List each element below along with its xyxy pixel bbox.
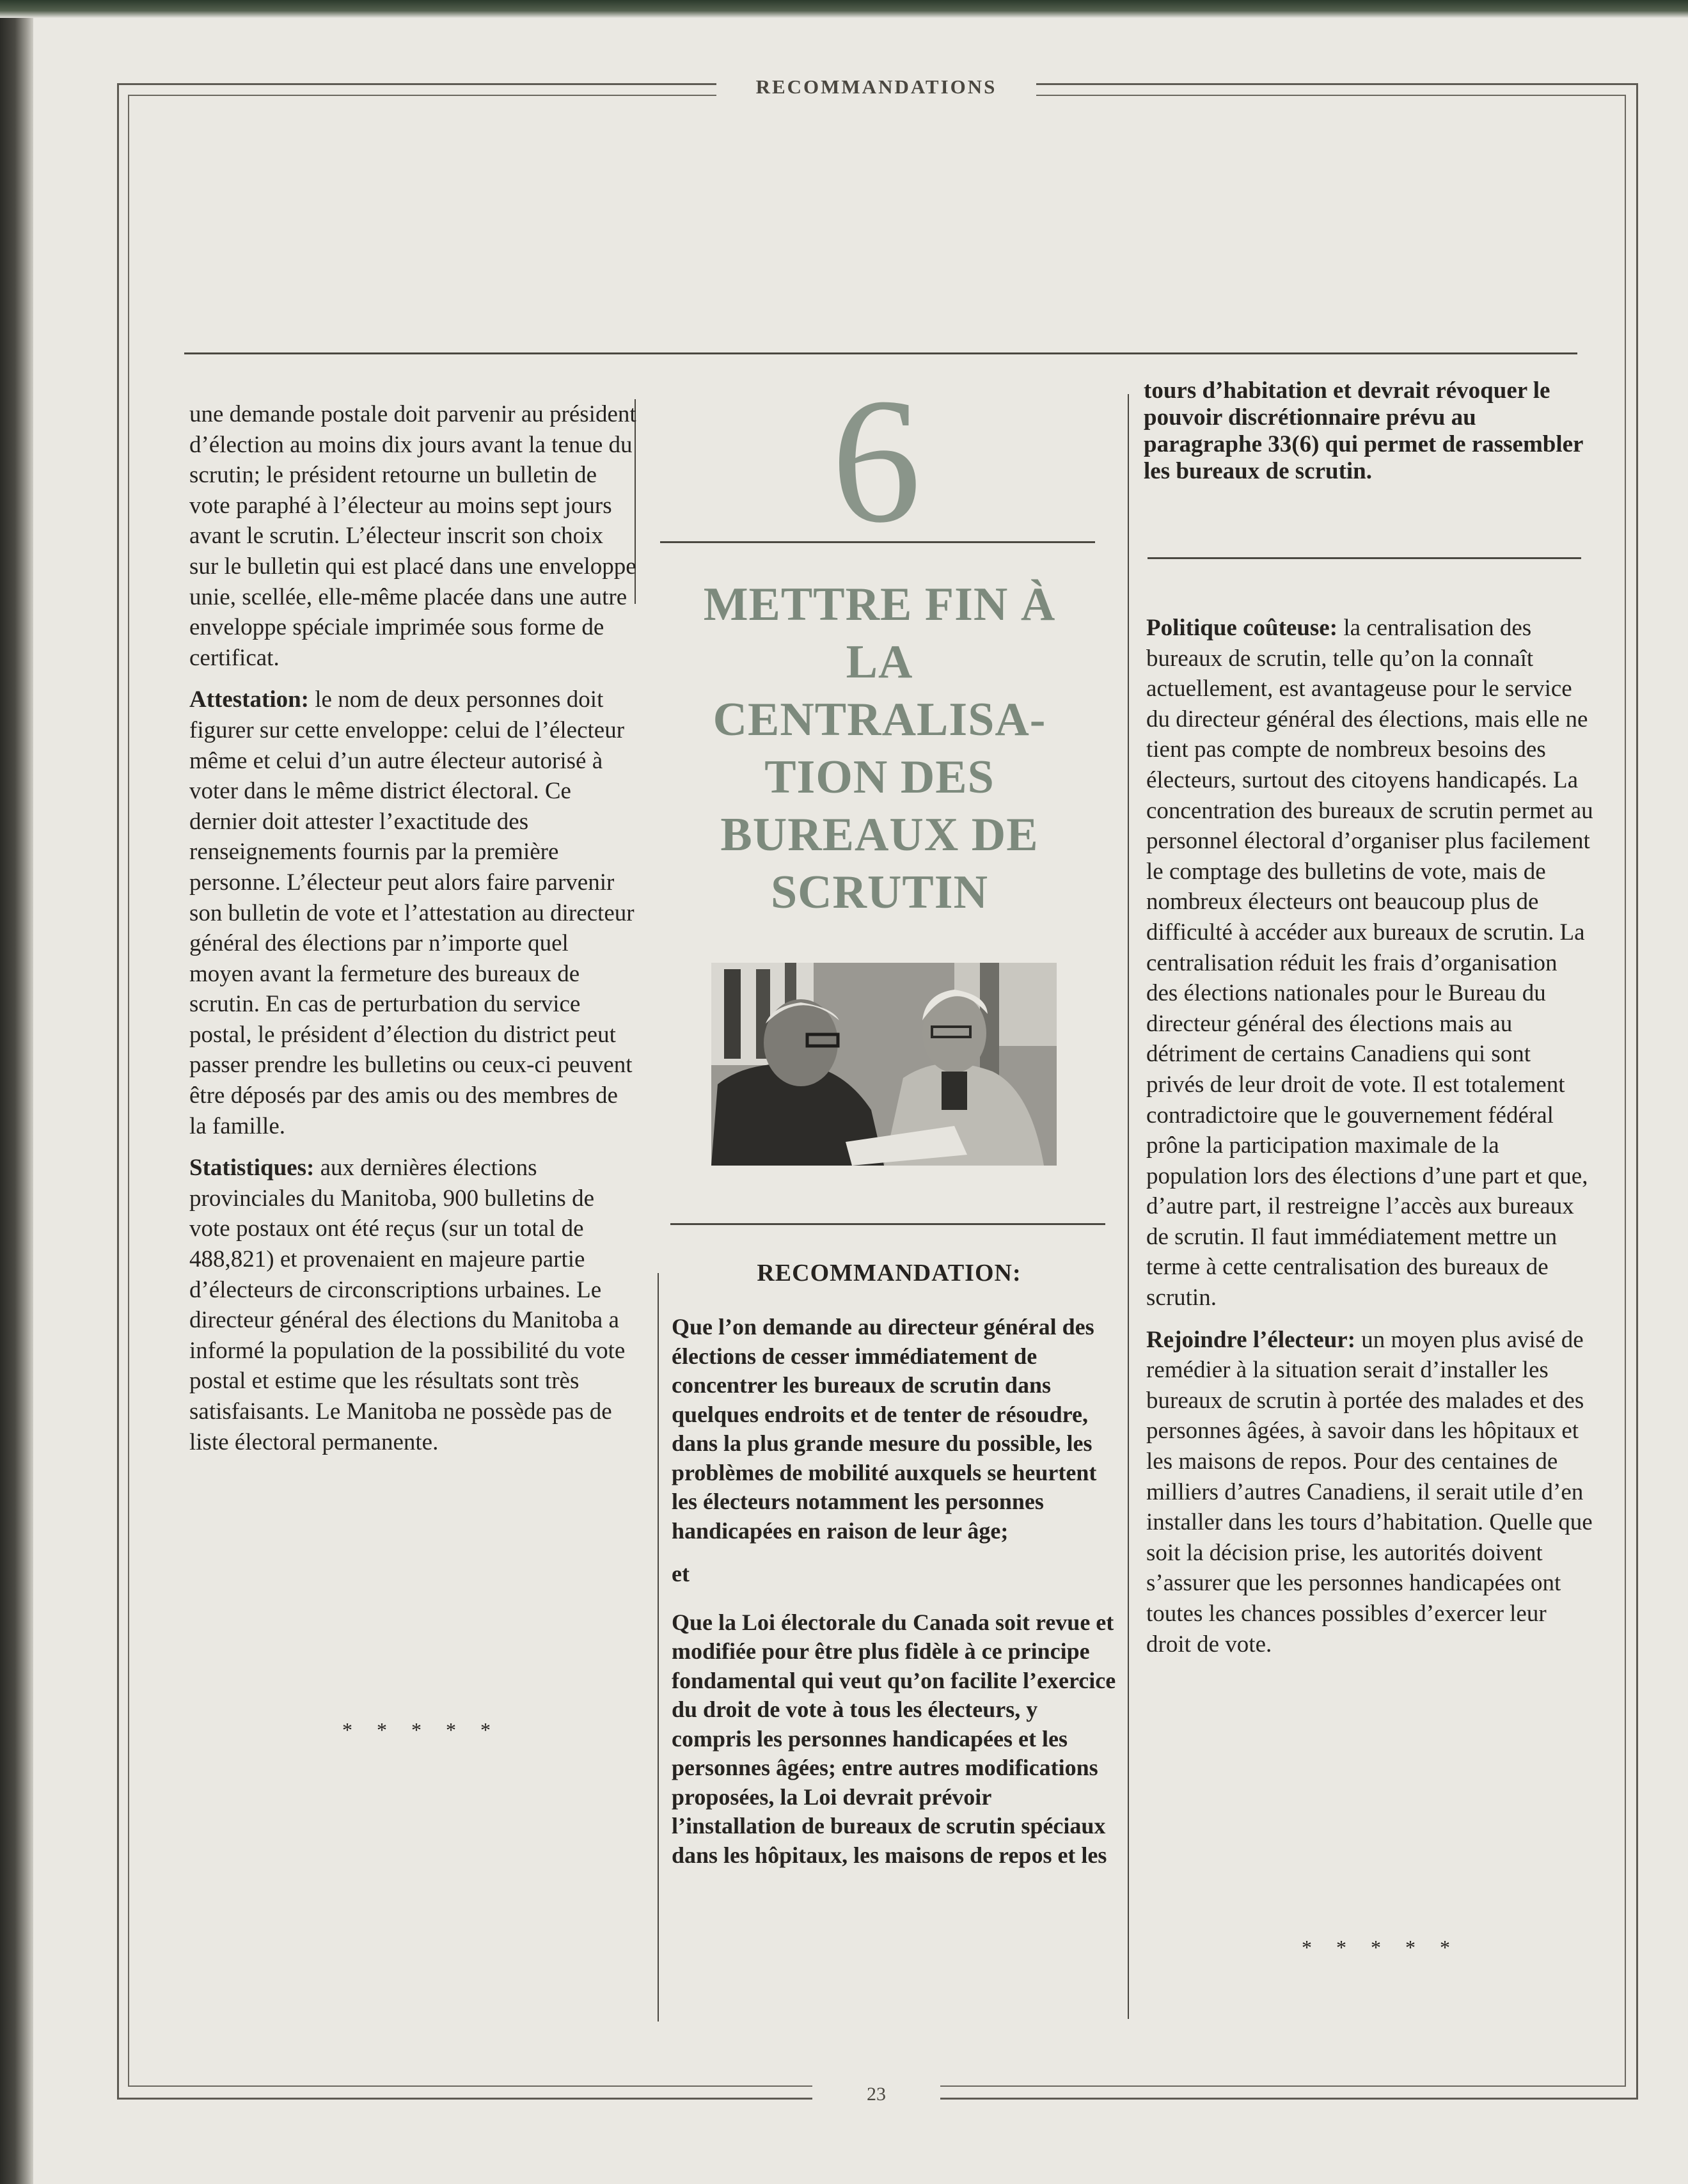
left-stars-separator: *****: [342, 1718, 515, 1741]
right-paragraph-1: [1146, 613, 1594, 1313]
chapter-title-line: SCRUTIN: [770, 866, 989, 919]
recommendation-2: Que la Loi électorale du Canada soit revue et modifiée pour être plus fidèle à ce principe fondamental qui veut qu’on facilite l’exercice du droit de vote à tous les électeurs, y compris les personnes handicapées et les personnes âgées; entre autres modifications proposées, la Loi devrait prévoir l’installation de bureaux de scrutin spéciaux dans les hôpitaux, les maisons de repos et les: [672, 1609, 1116, 1868]
right-stars-separator: *****: [1302, 1936, 1474, 1959]
top-rule: [184, 352, 1577, 354]
book-spine-shadow: [0, 0, 33, 2184]
chapter-number-rule: [660, 541, 1095, 543]
politique-lead: Politique coûteuse:: [1146, 615, 1338, 641]
statistiques-text: aux dernières élections provinciales du Manitoba, 900 bulletins de vote postaux ont été reçus (sur un total de 488,821) et provenaient en majeure partie d’électeurs de circonscriptions urbaines. Le directeur général des élections du Manitoba a informé la population de la possibilité du vote postal et estime que les résultats sont très satisfaisants. Le Manitoba ne possède pas de liste électoral permanente.: [189, 1155, 626, 1455]
page-number: 23: [812, 2079, 940, 2111]
recommendation-body: [672, 1313, 1119, 1884]
left-column: [189, 399, 637, 1469]
page-top-edge: [0, 0, 1688, 18]
column-divider-left-bottom: [658, 1273, 659, 2022]
chapter-title-line: LA: [846, 636, 913, 688]
chapter-title-line: BUREAUX DE: [720, 809, 1039, 861]
attestation-text: le nom de deux personnes doit figurer sur cette enveloppe: celui de l’électeur même et celui d’un autre électeur autorisé à voter dans le même district électoral. Ce dernier doit attester l’exactitude des renseignements fournis par la première personne. L’électeur peut alors faire parvenir son bulletin de vote et l’attestation au directeur général des élections par n’importe quel moyen avant la fermeture des bureaux de scrutin. En cas de perturbation du service postal, le président d’élection du district peut passer prendre les bulletins ou ceux-ci peuvent être déposés par des amis ou des membres de la famille.: [189, 686, 635, 1139]
recommendation-heading: RECOMMANDATION:: [757, 1260, 1021, 1286]
chapter-number: 6: [832, 361, 921, 560]
politique-text: la centralisation des bureaux de scrutin, telle qu’on la connaît actuellement, est avantageuse pour le service du directeur général des élections, mais elle ne tient pas compte de nombreux besoins des électeurs, surtout des citoyens handicapés. La concentration des bureaux de scrutin permet au personnel électoral d’organiser plus facilement le comptage des bulletins de vote, mais de nombreux électeurs ont beaucoup plus de difficulté à accéder aux bureaux de scrutin. La centralisation réduit les frais d’organisation des élections nationales pour le Bureau du directeur général des élections mais au détriment de certains Canadiens qui sont privés de leur droit de vote. Il est totalement contradictoire que le gouvernement fédéral prône la participation maximale de la population lors des élections d’une part et que, d’autre part, il restreigne l’accès aux bureaux de scrutin. Il faut immédiatement mettre un terme à cette centralisation des bureaux de scrutin.: [1146, 615, 1593, 1311]
statistiques-lead: Statistiques:: [189, 1155, 315, 1182]
running-header: RECOMMANDATIONS: [716, 69, 1036, 107]
recommendation-2-continued: tours d’habitation et devrait révoquer le pouvoir discrétionnaire prévu au paragraphe 33(6) qui permet de rassembler les bureaux de scrutin.: [1144, 377, 1583, 484]
right-paragraph-2: [1146, 1325, 1594, 1660]
chapter-title-line: TION DES: [764, 751, 995, 803]
rejoindre-lead: Rejoindre l’électeur:: [1146, 1326, 1356, 1353]
recommendation-1: Que l’on demande au directeur général des élections de cesser immédiatement de concentrer les bureaux de scrutin dans quelques endroits et de tenter de résoudre, dans la plus grande mesure du possible, les problèmes de mobilité auxquels se heurtent les électeurs notamment les personnes handicapées en raison de leur âge;: [672, 1314, 1097, 1544]
photo-rule: [670, 1223, 1105, 1225]
column-divider-right: [1128, 394, 1129, 2019]
rejoindre-text: un moyen plus avisé de remédier à la situation serait d’installer les bureaux de scrutin à portée des malades et des personnes âgées, à savoir dans les hôpitaux et les maisons de repos. Pour des centaines de milliers d’autres Canadiens, il serait utile d’en installer dans les tours d’habitation. Quelle que soit la décision prise, les autorités doivent s’assurer que les personnes handicapées ont toutes les chances possibles d’exercer leur droit de vote.: [1146, 1326, 1593, 1658]
attestation-lead: Attestation:: [189, 686, 310, 713]
photo-elderly-couple: [711, 963, 1057, 1166]
left-paragraph-2: [189, 684, 637, 1141]
left-paragraph-3: [189, 1153, 637, 1457]
chapter-title-line: METTRE FIN À: [703, 578, 1056, 631]
photo-illustration: [711, 963, 1057, 1166]
chapter-title: [659, 576, 1100, 921]
chapter-title-line: CENTRALISA-: [713, 693, 1046, 746]
right-column: [1146, 613, 1594, 1671]
right-column-rule: [1148, 557, 1581, 559]
recommendation-conjunction: et: [672, 1561, 690, 1587]
left-paragraph-1: une demande postale doit parvenir au président d’élection au moins dix jours avant la tenue du scrutin; le président retourne un bulletin de vote paraphé à l’électeur au moins sept jours avant le scrutin. L’électeur inscrit son choix sur le bulletin qui est placé dans une enveloppe unie, scellée, elle-même placée dans une autre enveloppe spéciale imprimée sous forme de certificat.: [189, 401, 636, 671]
